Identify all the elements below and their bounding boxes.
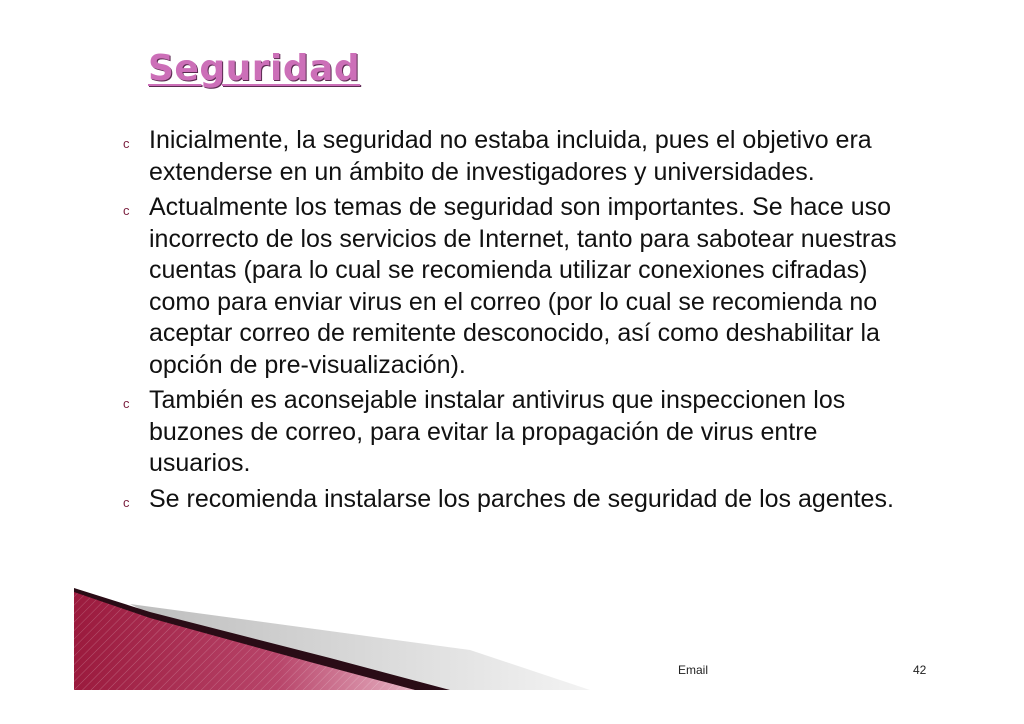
bullet-marker: c	[123, 136, 130, 151]
footer-email-label: Email	[678, 663, 709, 677]
bullet-text: Se recomienda instalarse los parches de seguridad de los agentes.	[149, 484, 894, 513]
bullet-text: Inicialmente, la seguridad no estaba incluida, pues el objetivo era extenderse en un ámbito de investigadores y universidades.	[149, 126, 872, 186]
bullet-text: Actualmente los temas de seguridad son importantes. Se hace uso incorrecto de los servicios de Internet, tanto para sabotear nuestras cuentas (para lo cual se recomienda utilizar conexiones cifradas) como para enviar virus en el correo (por lo cual se recomienda no aceptar correo de remitente desconocido, así como deshabilitar la opción de pre-visualización).	[149, 193, 897, 379]
decor-crimson-wedge	[74, 592, 415, 690]
list-item	[123, 125, 913, 188]
bullet-text: También es aconsejable instalar antivirus que inspeccionen los buzones de correo, para evitar la propagación de virus entre usuarios.	[149, 386, 846, 477]
bullet-marker: c	[123, 396, 130, 411]
slide-title: Seguridad	[148, 48, 361, 89]
list-item	[123, 192, 913, 381]
bullet-marker: c	[123, 203, 130, 218]
bullet-list	[123, 125, 913, 519]
decor-dark-wedge	[74, 588, 450, 690]
bullet-marker: c	[123, 494, 130, 510]
list-item	[123, 385, 913, 480]
list-item	[123, 484, 913, 516]
decor-grey-wedge	[130, 604, 590, 690]
page-number: 42	[913, 663, 927, 677]
